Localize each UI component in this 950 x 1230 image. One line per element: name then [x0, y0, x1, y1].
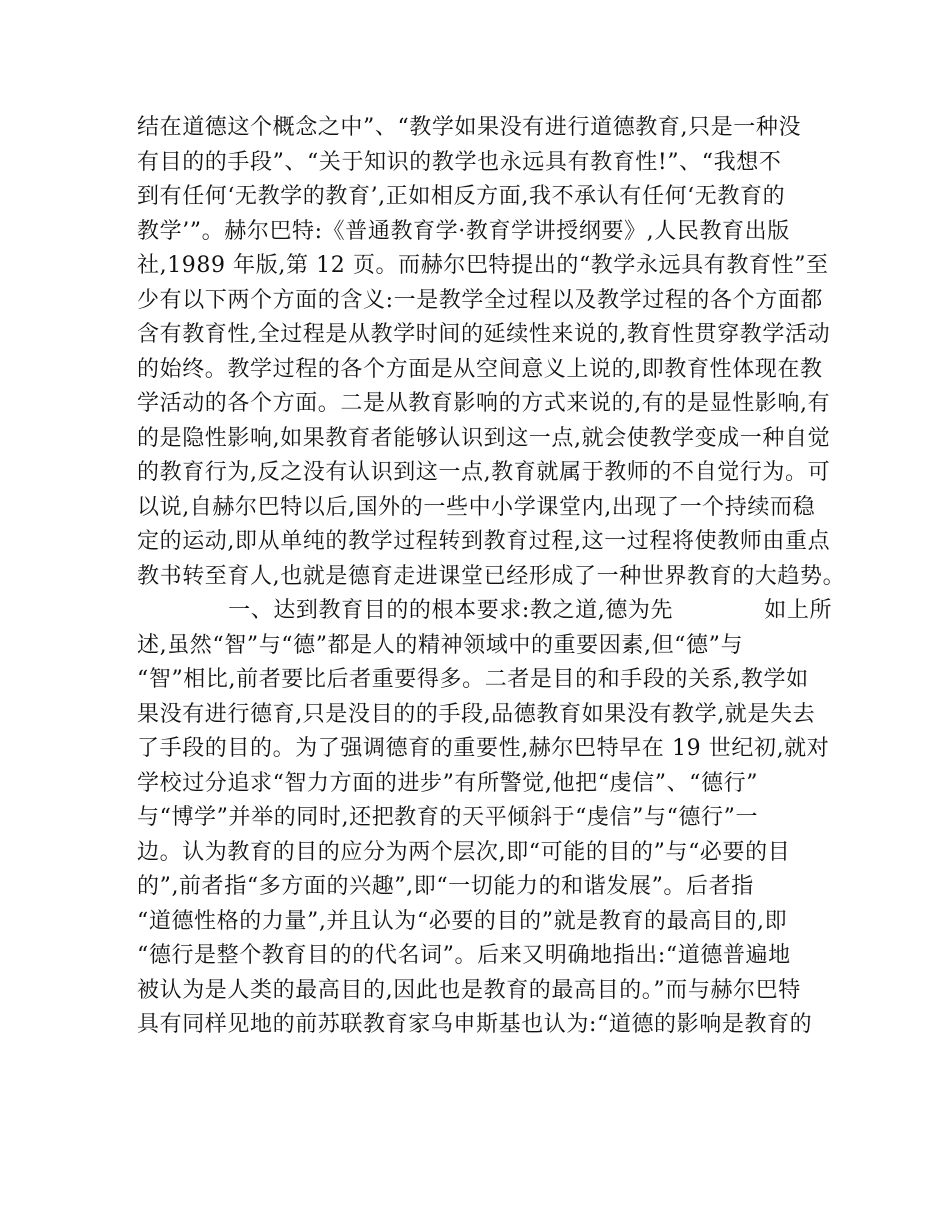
text-line: 述,虽然“智”与“德”都是人的精神领域中的重要因素,但“德”与 — [137, 632, 744, 658]
text-line: 少有以下两个方面的含义:一是教学全过程以及教学过程的各个方面都 — [137, 287, 824, 313]
text-line: 定的运动,即从单纯的教学过程转到教育过程,这一过程将使教师由重点 — [137, 529, 831, 554]
text-line: 的是隐性影响,如果教育者能够认识到这一点,就会使教学变成一种自觉 — [137, 425, 831, 451]
text-line: 被认为是人类的最高目的,因此也是教育的最高目的。”而与赫尔巴特 — [137, 977, 801, 1003]
text-line: “道德性格的力量”,并且认为“必要的目的”就是教育的最高目的,即 — [137, 908, 788, 934]
text-line: 具有同样见地的前苏联教育家乌申斯基也认为:“道德的影响是教育的 — [137, 1012, 813, 1037]
text-line: 学校过分追求“智力方面的进步”有所警觉,他把“虔信”、“德行” — [137, 770, 759, 796]
text-line: 到有任何‘无教学的教育’,正如相反方面,我不承认有任何‘无教育的 — [137, 184, 786, 209]
text-line: 了手段的目的。为了强调德育的重要性,赫尔巴特早在 19 世纪初,就对 — [137, 736, 830, 761]
text-line: 学活动的各个方面。二是从教育影响的方式来说的,有的是显性影响,有 — [137, 391, 831, 416]
text-line: 的教育行为,反之没有认识到这一点,教育就属于教师的不自觉行为。可 — [137, 460, 831, 485]
text-line: 教学’”。赫尔巴特:《普通教育学·教育学讲授纲要》,人民教育出版 — [137, 218, 790, 244]
text-line: 社,1989 年版,第 12 页。而赫尔巴特提出的“教学永远具有教育性”至 — [137, 253, 829, 278]
text-line: “智”相比,前者要比后者重要得多。二者是目的和手段的关系,教学如 — [137, 667, 809, 692]
text-line: 结在道德这个概念之中”、“教学如果没有进行道德教育,只是一种没 — [137, 115, 802, 140]
text-line: “德行是整个教育目的的代名词”。后来又明确地指出:“道德普遍地 — [137, 943, 791, 968]
text-line: 的”,前者指“多方面的兴趣”,即“一切能力的和谐发展”。后者指 — [137, 874, 754, 899]
text-line: 边。认为教育的目的应分为两个层次,即“可能的目的”与“必要的目 — [137, 839, 791, 865]
body-text — [137, 111, 846, 1043]
text-line: 以说,自赫尔巴特以后,国外的一些中小学课堂内,出现了一个持续而稳 — [137, 494, 816, 520]
section-heading-line: 一、达到教育目的的根本要求:教之道,德为先 如上所 — [137, 598, 833, 623]
text-line: 的始终。教学过程的各个方面是从空间意义上说的,即教育性体现在教 — [137, 356, 823, 382]
text-line: 果没有进行德育,只是没目的的手段,品德教育如果没有教学,就是失去 — [137, 701, 816, 727]
text-line: 有目的的手段”、“关于知识的教学也永远具有教育性!”、“我想不 — [137, 149, 782, 175]
text-line: 含有教育性,全过程是从教学时间的延续性来说的,教育性贯穿教学活动 — [137, 322, 831, 347]
text-line: 与“博学”并举的同时,还把教育的天平倾斜于“虔信”与“德行”一 — [137, 805, 759, 830]
text-line: 教书转至育人,也就是德育走进课堂已经形成了一种世界教育的大趋势。 — [137, 563, 846, 589]
